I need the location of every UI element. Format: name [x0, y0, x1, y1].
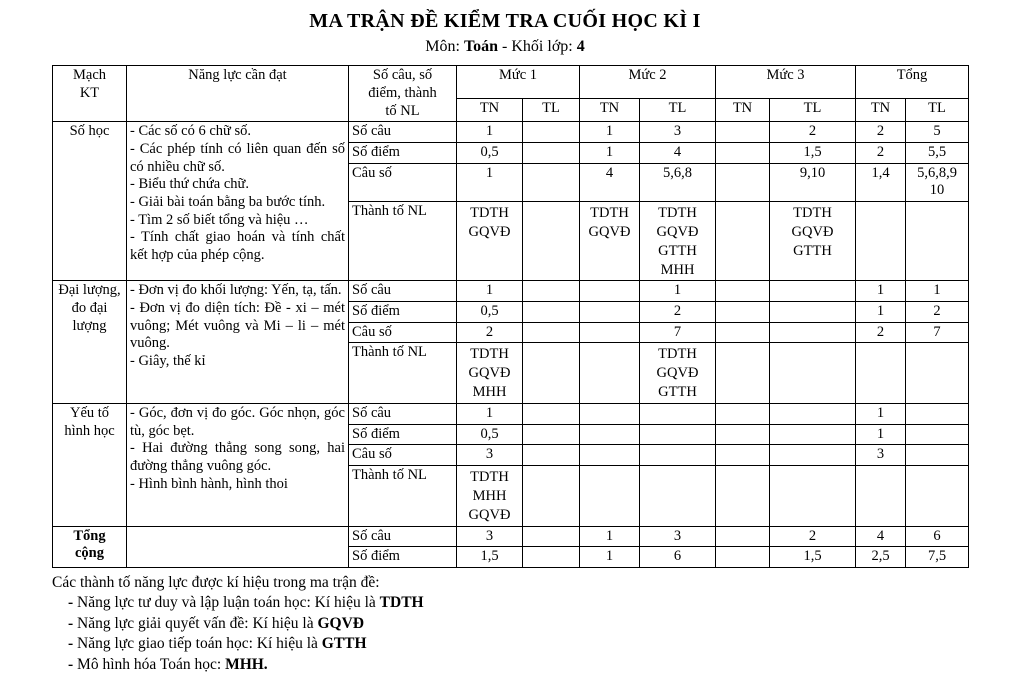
cell-thanh-to-nl-muc2-tn: [580, 343, 640, 404]
legend-item: [68, 595, 1010, 611]
nl-code: GQVĐ: [656, 365, 699, 382]
mach-kt-label-2: Đại lượng, đo đại lượng: [53, 281, 127, 404]
nl-code: GQVĐ: [656, 223, 699, 240]
header-so-cau-line2: điểm, thành: [368, 84, 437, 101]
cell-cau_so-tong-tn: 1,4: [856, 163, 906, 201]
cell-so_cau-tong-tl: [906, 403, 969, 424]
cell-so_diem-muc1-tn: 0,5: [457, 302, 523, 323]
legend-code: TDTH: [379, 594, 424, 612]
cell-total-so_diem-muc3-tl: 1,5: [770, 547, 856, 568]
nang-luc-item: - Các số có 6 chữ số.: [130, 123, 252, 140]
cell-thanh-to-nl-tong-tn: [856, 202, 906, 281]
cell-so_cau-muc3-tl: [770, 281, 856, 302]
cell-so_cau-tong-tl: 5: [906, 122, 969, 143]
row-label-cau_so: Câu số: [349, 163, 457, 201]
legend-item-list: [52, 595, 1010, 672]
cell-so_cau-muc3-tn: [716, 122, 770, 143]
cell-total-so_cau-muc1-tn: 3: [457, 526, 523, 547]
cell-so_cau-tong-tn: 1: [856, 281, 906, 302]
legend-text: Năng lực giải quyết vấn đề: Kí hiệu là: [77, 614, 318, 632]
cell-cau_so-muc1-tn: 2: [457, 322, 523, 343]
header-so-cau-line1: Số câu, số: [372, 67, 433, 84]
subtitle-prefix: Môn:: [425, 38, 464, 55]
cell-so_cau-muc3-tn: [716, 281, 770, 302]
header-muc1-tl: TL: [523, 99, 580, 122]
row-label-so_cau: Số câu: [349, 122, 457, 143]
nl-code: GQVĐ: [468, 506, 511, 523]
cell-so_cau-muc1-tn: 1: [457, 403, 523, 424]
nang-luc-item: - Tính chất giao hoán và tính chất kết hợp của phép cộng.: [130, 229, 345, 264]
legend-code: GTTH: [321, 635, 367, 653]
cell-thanh-to-nl-tong-tl: [906, 202, 969, 281]
cell-thanh-to-nl-tong-tn: [856, 343, 906, 404]
cell-so_diem-muc3-tn: [716, 424, 770, 445]
cell-thanh-to-nl-muc1-tl: [523, 202, 580, 281]
cell-so_diem-muc3-tn: [716, 302, 770, 323]
cell-total-so_cau-muc3-tl: 2: [770, 526, 856, 547]
header-muc3-tn: TN: [716, 99, 770, 122]
cell-so_diem-muc2-tn: 1: [580, 142, 640, 163]
legend-block: [0, 568, 1010, 673]
cell-thanh-to-nl-muc3-tl: [770, 343, 856, 404]
header-so-cau-diem-nl: [349, 66, 457, 122]
cell-thanh-to-nl-muc3-tn: [716, 466, 770, 527]
cell-total-so_cau-muc2-tl: 3: [640, 526, 716, 547]
cell-so_cau-muc2-tn: [580, 281, 640, 302]
cell-so_cau-tong-tl: 1: [906, 281, 969, 302]
nang-luc-can-dat-1: [127, 122, 349, 281]
header-muc1-tn: TN: [457, 99, 523, 122]
cell-cau_so-tong-tn: 2: [856, 322, 906, 343]
cell-total-so_diem-muc1-tl: [523, 547, 580, 568]
cell-so_diem-tong-tn: 1: [856, 424, 906, 445]
mach-kt-label-3: Yếu tố hình học: [53, 403, 127, 526]
nang-luc-item: - Hai đường thẳng song song, hai đường thẳng vuông góc.: [130, 440, 345, 475]
total-row-label-so_diem: Số điểm: [349, 547, 457, 568]
cell-thanh-to-nl-muc2-tl: [640, 466, 716, 527]
legend-text: Mô hình hóa Toán học:: [77, 655, 226, 673]
legend-code: GQVĐ: [317, 614, 364, 632]
cell-so_cau-muc3-tl: [770, 403, 856, 424]
nang-luc-item: - Các phép tính có liên quan đến số có nhiều chữ số.: [130, 140, 345, 175]
cell-so_cau-tong-tn: 1: [856, 403, 906, 424]
cell-so_cau-muc3-tn: [716, 403, 770, 424]
total-row-label-so_cau: Số câu: [349, 526, 457, 547]
cell-cau_so-muc1-tl: [523, 163, 580, 201]
cell-so_cau-muc3-tl: 2: [770, 122, 856, 143]
cell-cau_so-muc1-tn: 3: [457, 445, 523, 466]
legend-dash: -: [68, 655, 78, 673]
nang-luc-can-dat-3: [127, 403, 349, 526]
header-tong: Tổng: [856, 66, 969, 99]
cell-so_diem-muc3-tl: [770, 424, 856, 445]
title-block: [0, 0, 1010, 56]
row-label-thanh_to: Thành tố NL: [349, 466, 457, 527]
cell-so_cau-muc1-tn: 1: [457, 281, 523, 302]
nang-luc-item: - Đơn vị đo diện tích: Đề - xi – mét vuông; Mét vuông và Mi – li – mét vuông.: [130, 300, 345, 352]
cell-cau_so-tong-tl: 5,6,8,9 10: [906, 163, 969, 201]
legend-text: Năng lực tư duy và lập luận toán học: Kí hiệu là: [77, 594, 380, 612]
legend-code: MHH.: [225, 655, 268, 673]
legend-item: [68, 636, 1010, 652]
nl-code: GQVĐ: [468, 365, 511, 382]
cell-cau_so-muc1-tl: [523, 445, 580, 466]
cell-so_diem-muc2-tn: [580, 424, 640, 445]
cell-cau_so-muc3-tl: 9,10: [770, 163, 856, 201]
cell-so_cau-muc2-tn: 1: [580, 122, 640, 143]
cell-so_diem-tong-tl: 5,5: [906, 142, 969, 163]
cell-thanh-to-nl-muc2-tn: [580, 202, 640, 281]
row-label-so_diem: Số điểm: [349, 302, 457, 323]
cell-so_diem-tong-tl: 2: [906, 302, 969, 323]
cell-total-so_diem-tong-tn: 2,5: [856, 547, 906, 568]
legend-item: [68, 657, 1010, 673]
cell-total-so_diem-muc2-tl: 6: [640, 547, 716, 568]
cell-cau_so-muc2-tn: 4: [580, 163, 640, 201]
cell-so_cau-muc1-tl: [523, 403, 580, 424]
cell-total-so_diem-muc1-tn: 1,5: [457, 547, 523, 568]
nang-luc-item: - Tìm 2 số biết tổng và hiệu …: [130, 211, 309, 228]
cell-thanh-to-nl-muc1-tn: [457, 466, 523, 527]
nl-code: TDTH: [590, 205, 629, 221]
header-muc-3: Mức 3: [716, 66, 856, 99]
cell-cau_so-muc2-tn: [580, 445, 640, 466]
cell-cau_so-muc3-tn: [716, 322, 770, 343]
cell-cau_so-muc2-tl: 7: [640, 322, 716, 343]
cell-thanh-to-nl-muc1-tn: [457, 343, 523, 404]
cell-total-so_diem-tong-tl: 7,5: [906, 547, 969, 568]
cell-cau_so-muc3-tn: [716, 445, 770, 466]
nl-code: TDTH: [658, 346, 697, 363]
legend-dash: -: [68, 614, 78, 632]
header-so-cau-line3: tố NL: [385, 102, 420, 119]
row-label-cau_so: Câu số: [349, 322, 457, 343]
exam-matrix-table: [52, 65, 969, 568]
total-label: [53, 526, 127, 567]
cell-total-so_diem-muc2-tn: 1: [580, 547, 640, 568]
cell-so_diem-muc3-tn: [716, 142, 770, 163]
row-label-so_cau: Số câu: [349, 403, 457, 424]
nang-luc-item: - Biểu thứ chứa chữ.: [130, 176, 250, 193]
cell-thanh-to-nl-muc1-tn: [457, 202, 523, 281]
legend-item: [68, 616, 1010, 632]
total-nang-luc-empty: [127, 526, 349, 567]
cell-so_cau-muc1-tn: 1: [457, 122, 523, 143]
legend-text: Năng lực giao tiếp toán học: Kí hiệu là: [77, 635, 322, 653]
cell-so_diem-tong-tn: 1: [856, 302, 906, 323]
header-nang-luc: Năng lực cần đạt: [127, 66, 349, 122]
cell-so_diem-muc1-tl: [523, 142, 580, 163]
cell-cau_so-tong-tn: 3: [856, 445, 906, 466]
header-muc2-tn: TN: [580, 99, 640, 122]
table-row: [53, 281, 969, 302]
nl-code: TDTH: [793, 205, 832, 221]
mach-kt-label-1: Số học: [53, 122, 127, 281]
nl-code: MHH: [660, 261, 695, 278]
row-label-so_diem: Số điểm: [349, 142, 457, 163]
nang-luc-item: - Đơn vị đo khối lượng: Yến, tạ, tấn.: [130, 282, 342, 299]
cell-so_diem-muc2-tl: 2: [640, 302, 716, 323]
nang-luc-item: - Hình bình hành, hình thoi: [130, 475, 288, 492]
header-mach-kt-line1: Mạch: [72, 67, 106, 84]
header-muc-1: Mức 1: [457, 66, 580, 99]
nl-code: MHH: [472, 487, 507, 504]
cell-total-so_cau-tong-tn: 4: [856, 526, 906, 547]
cell-thanh-to-nl-muc3-tl: [770, 202, 856, 281]
cell-so_diem-muc1-tl: [523, 424, 580, 445]
cell-cau_so-muc2-tn: [580, 322, 640, 343]
cell-cau_so-muc3-tl: [770, 322, 856, 343]
row-label-thanh_to: Thành tố NL: [349, 343, 457, 404]
cell-so_diem-muc1-tn: 0,5: [457, 424, 523, 445]
cell-thanh-to-nl-muc3-tn: [716, 202, 770, 281]
cell-so_cau-muc2-tl: 3: [640, 122, 716, 143]
header-muc3-tl: TL: [770, 99, 856, 122]
subtitle-grade: 4: [576, 38, 585, 55]
cell-so_diem-tong-tn: 2: [856, 142, 906, 163]
page-title: MA TRẬN ĐỀ KIỂM TRA CUỐI HỌC KÌ I: [309, 10, 701, 32]
total-label-line2: cộng: [75, 545, 104, 562]
nl-code: GTTH: [658, 384, 697, 401]
nl-code: TDTH: [470, 205, 509, 221]
cell-thanh-to-nl-muc1-tl: [523, 343, 580, 404]
cell-cau_so-tong-tl: [906, 445, 969, 466]
cell-total-so_cau-tong-tl: 6: [906, 526, 969, 547]
cell-thanh-to-nl-muc2-tn: [580, 466, 640, 527]
nl-code: GQVĐ: [588, 223, 631, 240]
nang-luc-item: - Giây, thế kỉ: [130, 353, 206, 370]
cell-thanh-to-nl-tong-tl: [906, 343, 969, 404]
table-body: [53, 122, 969, 568]
header-tong-tl: TL: [906, 99, 969, 122]
cell-so_diem-tong-tl: [906, 424, 969, 445]
legend-dash: -: [68, 594, 78, 612]
cell-total-so_cau-muc1-tl: [523, 526, 580, 547]
nl-code: GQVĐ: [791, 223, 834, 240]
cell-cau_so-muc3-tn: [716, 163, 770, 201]
total-label-line1: Tổng: [73, 527, 106, 544]
cell-cau_so-muc2-tl: [640, 445, 716, 466]
table-row: [53, 122, 969, 143]
row-label-thanh_to: Thành tố NL: [349, 202, 457, 281]
cell-cau_so-muc3-tl: [770, 445, 856, 466]
cell-cau_so-tong-tl: 7: [906, 322, 969, 343]
cell-total-so_diem-muc3-tn: [716, 547, 770, 568]
cell-so_diem-muc2-tn: [580, 302, 640, 323]
legend-dash: -: [68, 635, 78, 653]
header-muc2-tl: TL: [640, 99, 716, 122]
nl-code: GQVĐ: [468, 223, 511, 240]
cell-total-so_cau-muc3-tn: [716, 526, 770, 547]
cell-cau_so-muc1-tl: [523, 322, 580, 343]
cell-cau_so-muc1-tn: 1: [457, 163, 523, 201]
header-mach-kt-line2: KT: [79, 84, 100, 101]
nl-code: TDTH: [658, 205, 697, 221]
cell-thanh-to-nl-tong-tl: [906, 466, 969, 527]
cell-so_cau-muc2-tn: [580, 403, 640, 424]
cell-so_diem-muc2-tl: 4: [640, 142, 716, 163]
cell-so_cau-muc2-tl: 1: [640, 281, 716, 302]
legend-intro: Các thành tố năng lực được kí hiệu trong ma trận đề:: [52, 573, 380, 591]
header-mach-kt: [53, 66, 127, 122]
cell-cau_so-muc2-tl: 5,6,8: [640, 163, 716, 201]
cell-so_diem-muc1-tl: [523, 302, 580, 323]
cell-thanh-to-nl-muc3-tn: [716, 343, 770, 404]
table-header: [53, 66, 969, 122]
total-row: [53, 526, 969, 547]
cell-so_diem-muc3-tl: 1,5: [770, 142, 856, 163]
nang-luc-item: - Góc, đơn vị đo góc. Góc nhọn, góc tù, góc bẹt.: [130, 404, 345, 439]
subtitle-middle: - Khối lớp:: [498, 38, 577, 55]
cell-so_cau-muc1-tl: [523, 281, 580, 302]
cell-so_diem-muc3-tl: [770, 302, 856, 323]
header-tong-tn: TN: [856, 99, 906, 122]
cell-so_diem-muc1-tn: 0,5: [457, 142, 523, 163]
header-row-top: [53, 66, 969, 99]
nl-code: GTTH: [658, 242, 697, 259]
matrix-table-wrapper: [0, 56, 1010, 568]
nl-code: TDTH: [470, 346, 509, 363]
cell-so_cau-tong-tn: 2: [856, 122, 906, 143]
cell-total-so_cau-muc2-tn: 1: [580, 526, 640, 547]
subtitle-subject: Toán: [463, 38, 499, 55]
cell-so_cau-muc1-tl: [523, 122, 580, 143]
page-subtitle: [0, 37, 1010, 56]
cell-so_diem-muc2-tl: [640, 424, 716, 445]
cell-thanh-to-nl-muc2-tl: [640, 343, 716, 404]
cell-thanh-to-nl-muc1-tl: [523, 466, 580, 527]
cell-thanh-to-nl-tong-tn: [856, 466, 906, 527]
row-label-so_cau: Số câu: [349, 281, 457, 302]
table-row: [53, 403, 969, 424]
cell-so_cau-muc2-tl: [640, 403, 716, 424]
nl-code: GTTH: [793, 242, 832, 259]
row-label-so_diem: Số điểm: [349, 424, 457, 445]
cell-thanh-to-nl-muc3-tl: [770, 466, 856, 527]
nang-luc-can-dat-2: [127, 281, 349, 404]
cell-thanh-to-nl-muc2-tl: [640, 202, 716, 281]
nl-code: TDTH: [470, 469, 509, 486]
nl-code: MHH: [472, 384, 507, 401]
header-muc-2: Mức 2: [580, 66, 716, 99]
row-label-cau_so: Câu số: [349, 445, 457, 466]
nang-luc-item: - Giải bài toán bằng ba bước tính.: [130, 194, 326, 210]
